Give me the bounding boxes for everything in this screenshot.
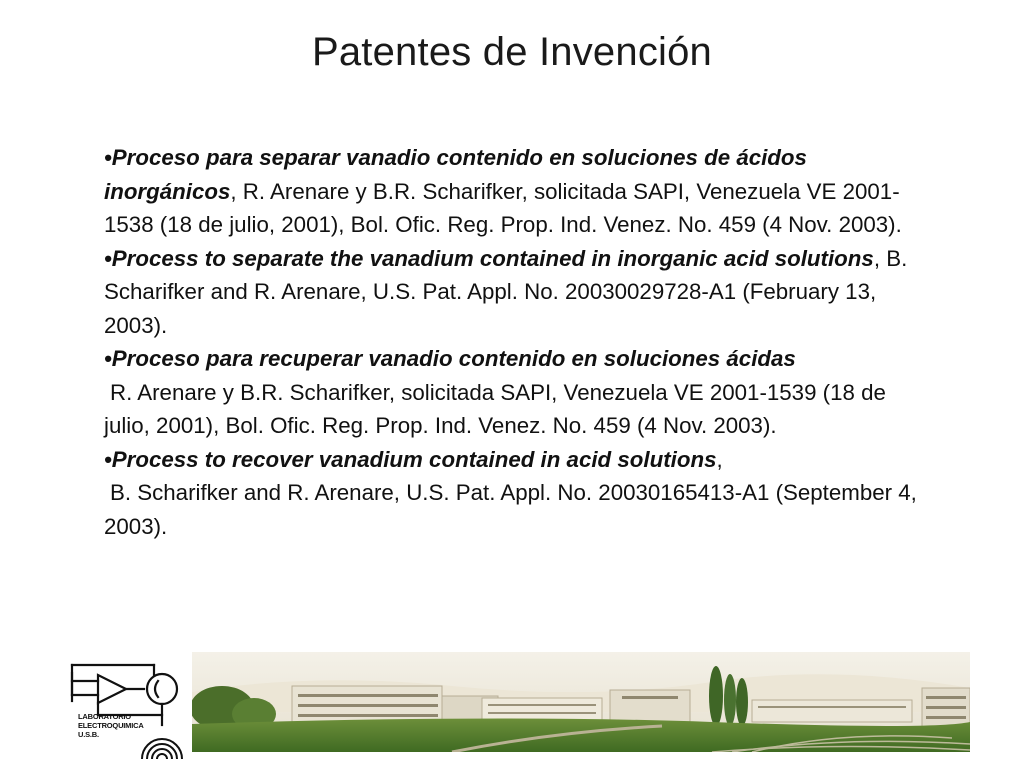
patent-item — [104, 242, 924, 343]
patent-title: •Proceso para recuperar vanadio contenido en soluciones ácidas — [104, 346, 796, 371]
campus-photo — [192, 652, 970, 752]
patent-list — [104, 141, 924, 543]
logo-line: LABORATORIO — [78, 712, 131, 721]
patent-title: •Process to separate the vanadium contained in inorganic acid solutions — [104, 245, 874, 271]
patent-details: , R. Arenare y B.R. Scharifker, solicitada SAPI, Venezuela VE 2001-1538 (18 de julio, 2001), Bol. Ofic. Reg. Prop. Ind. Venez. No. 459 (4 Nov. 2003). — [104, 178, 902, 237]
slide-title: Patentes de Invención — [311, 30, 713, 74]
logo-line: U.S.B. — [78, 730, 99, 739]
lab-logo-text — [78, 712, 144, 739]
patent-title-suffix: , — [716, 446, 723, 472]
lab-logo — [68, 655, 192, 763]
patent-details: , B. Scharifker and R. Arenare, U.S. Pat. Appl. No. 20030029728-A1 (February 13, 2003). — [104, 245, 908, 338]
logo-line: ELECTROQUIMICA — [78, 721, 144, 730]
patent-item — [104, 443, 924, 544]
patent-details: R. Arenare y B.R. Scharifker, solicitada SAPI, Venezuela VE 2001-1539 (18 de julio, 2001), Bol. Ofic. Reg. Prop. Ind. Venez. No. 459 (4 Nov. 2003). — [104, 379, 886, 438]
patent-title: •Proceso para separar vanadio contenido en soluciones de ácidos inorgánicos — [104, 145, 807, 204]
patent-item — [104, 342, 924, 443]
patent-title: •Process to recover vanadium contained in acid solutions — [104, 446, 717, 472]
patent-item — [104, 141, 924, 242]
patent-details: B. Scharifker and R. Arenare, U.S. Pat. Appl. No. 20030165413-A1 (September 4, 2003). — [104, 480, 917, 539]
